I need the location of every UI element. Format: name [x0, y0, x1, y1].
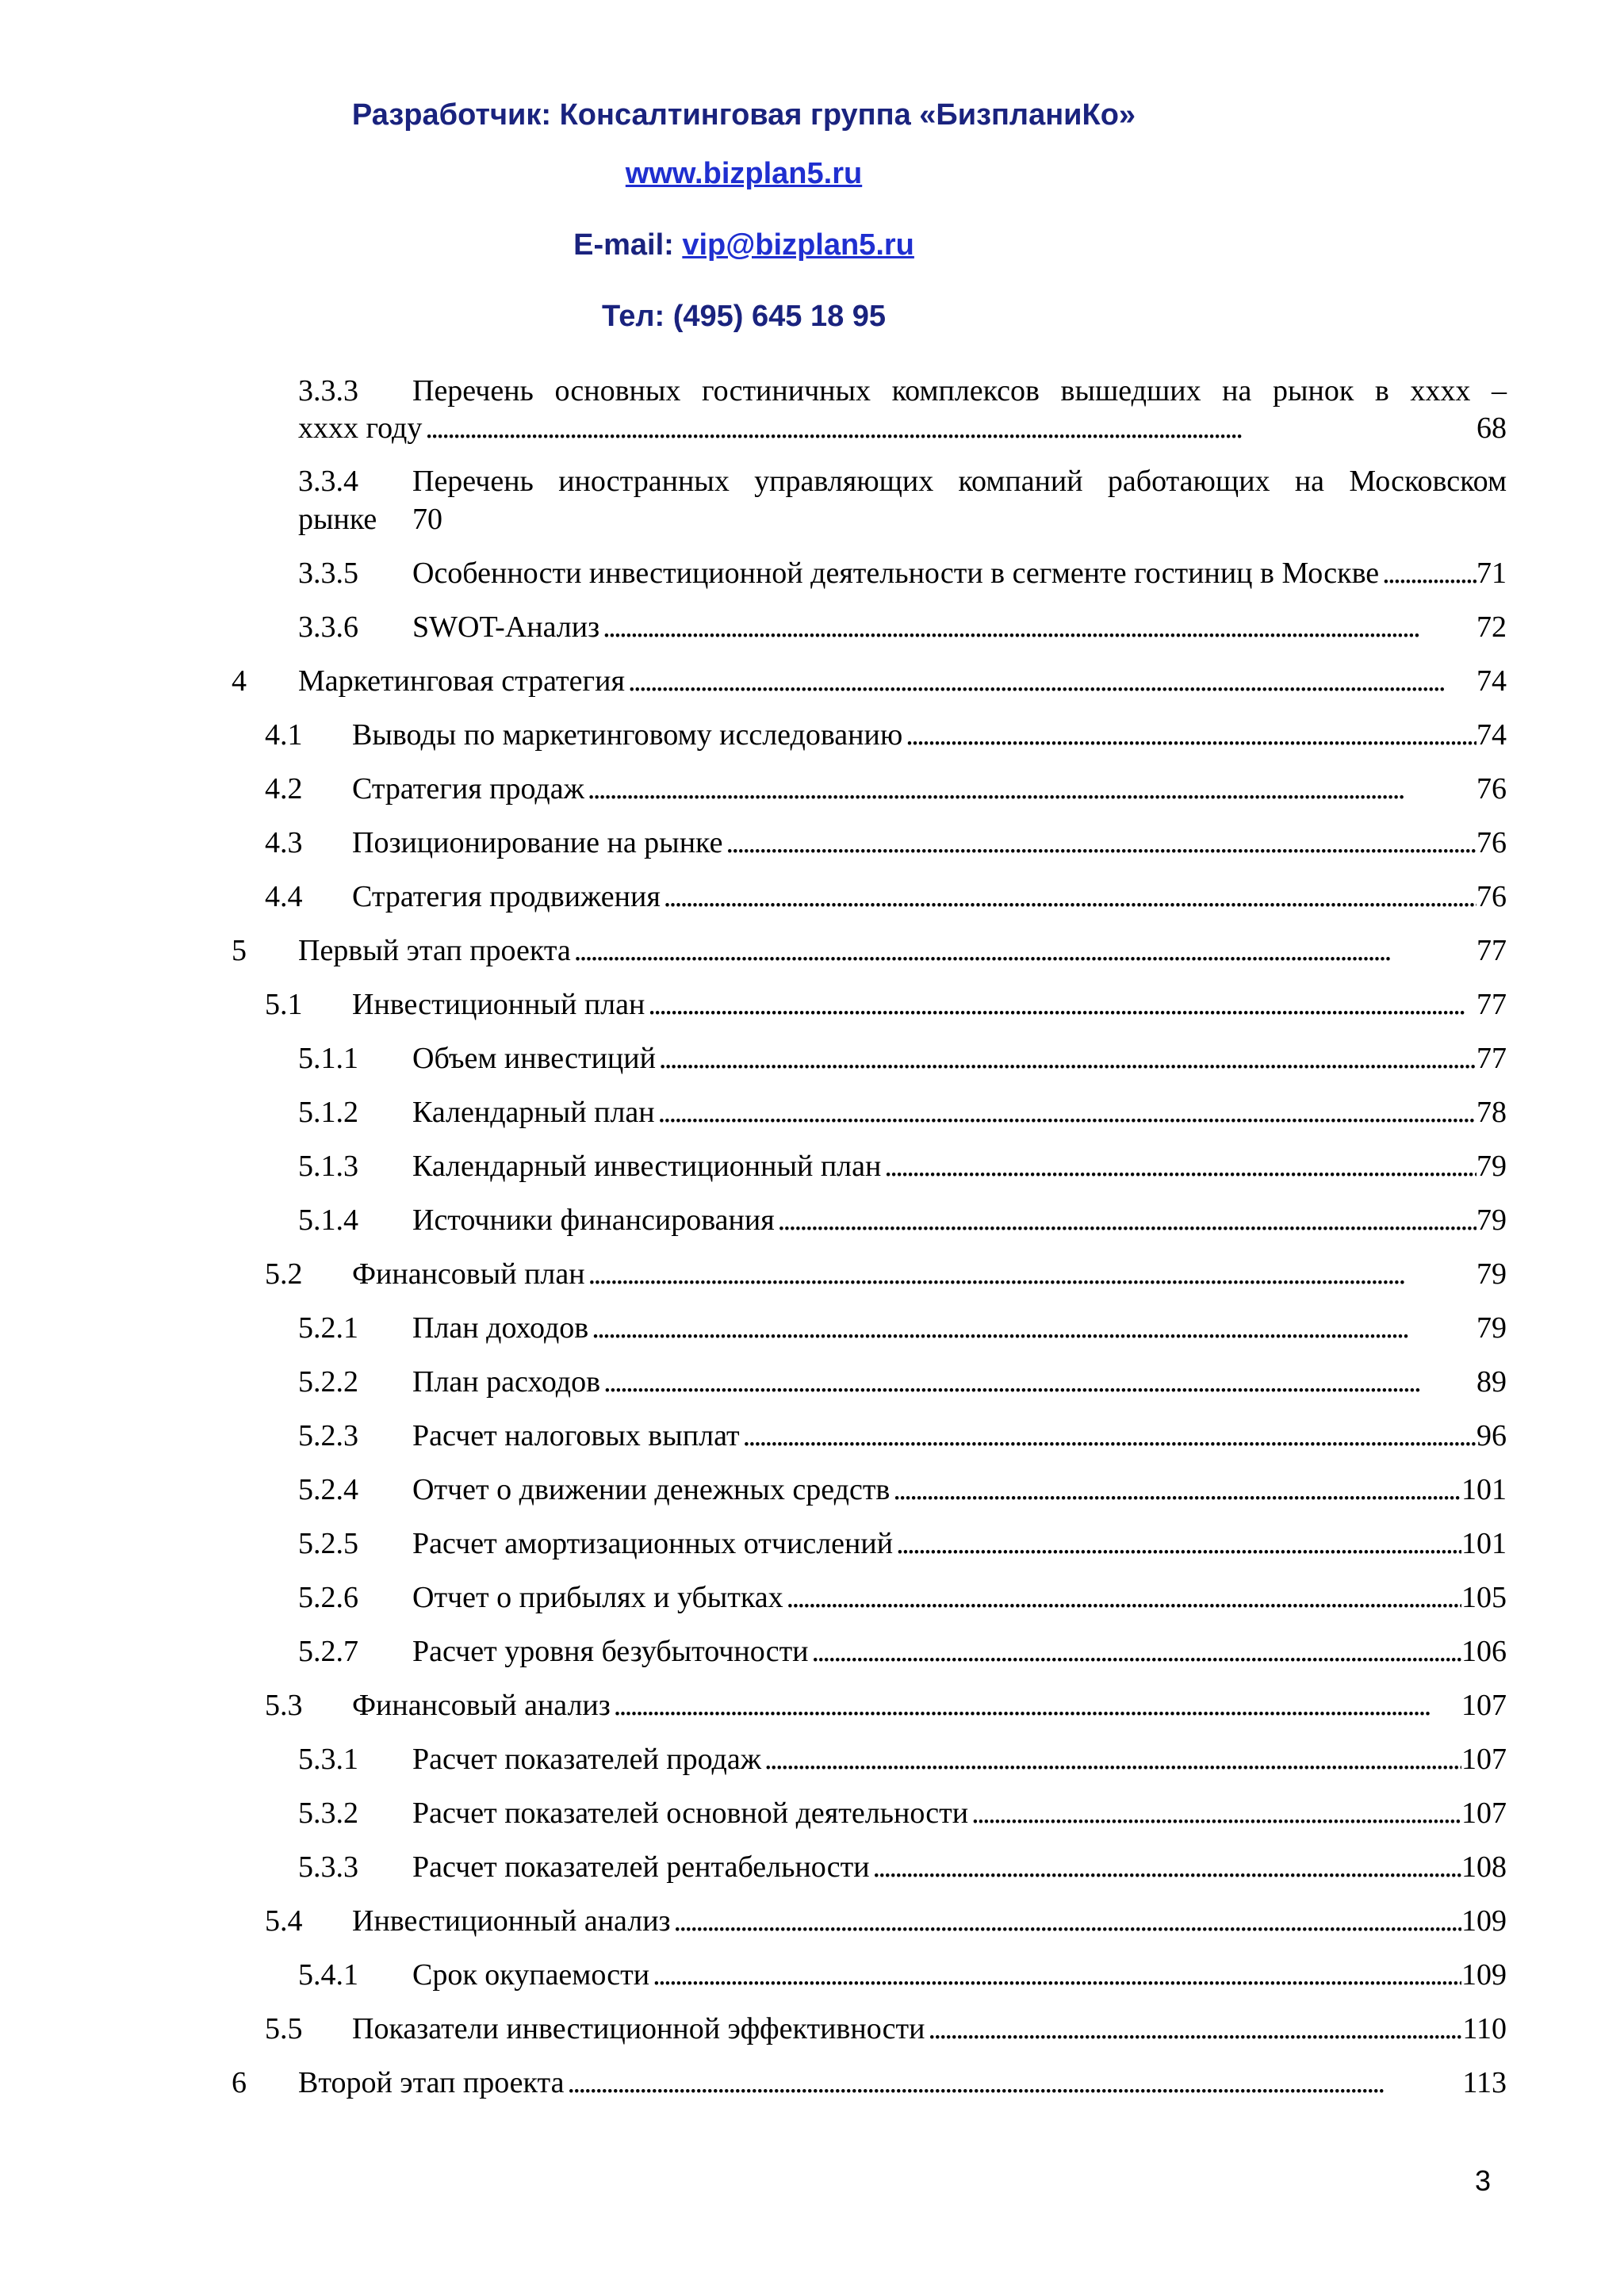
- toc-entry-title-cont: рынке: [298, 503, 377, 536]
- toc-dot-leader: [628, 663, 1477, 699]
- toc-entry-page: 77: [1477, 988, 1507, 1021]
- toc-entry-page: 76: [1477, 826, 1507, 859]
- toc-dot-leader: [893, 1471, 1461, 1508]
- toc-entry-title: Маркетинговая стратегия: [298, 664, 625, 698]
- toc-dot-leader: [778, 1202, 1477, 1238]
- toc-dot-leader: [592, 1310, 1477, 1346]
- toc-entry-4-2[interactable]: [265, 771, 1507, 807]
- toc-entry-5-5[interactable]: [265, 2011, 1507, 2047]
- website-link[interactable]: www.bizplan5.ru: [625, 157, 863, 190]
- toc-entry-number: 5.1.2: [298, 1096, 358, 1129]
- toc-dot-leader: [588, 771, 1477, 807]
- toc-dot-leader: [659, 1040, 1477, 1077]
- toc-entry-number: 4.4: [265, 880, 303, 913]
- toc-entry-page: 109: [1461, 1904, 1507, 1938]
- toc-entry-title: Показатели инвестиционной эффективности: [352, 2012, 925, 2045]
- toc-entry-title: Источники финансирования: [412, 1203, 775, 1237]
- toc-entry-title: Перечень иностранных управляющих компаний работающих на Московском: [412, 465, 1507, 498]
- toc-entry-4-4[interactable]: [265, 878, 1507, 915]
- website-line: [0, 155, 1488, 192]
- toc-entry-number: 3.3.6: [298, 610, 358, 644]
- toc-entry-number: 5.2.6: [298, 1581, 358, 1614]
- toc-entry-title-cont: хххх году: [298, 411, 423, 445]
- toc-entry-number: 5.2.1: [298, 1311, 358, 1345]
- toc-entry-page: 108: [1461, 1850, 1507, 1884]
- phone-line: Тел: (495) 645 18 95: [601, 300, 887, 333]
- toc-entry-title: Второй этап проекта: [298, 2066, 565, 2099]
- toc-entry-5-2-6[interactable]: [298, 1579, 1507, 1616]
- toc-entry-5-2-3[interactable]: [298, 1418, 1507, 1454]
- toc-entry-3-3-6[interactable]: [298, 609, 1507, 645]
- toc-entry-4-1[interactable]: [265, 717, 1507, 753]
- toc-entry-title: Расчет налоговых выплат: [412, 1419, 740, 1452]
- toc-entry-5-4-1[interactable]: [298, 1957, 1507, 1993]
- toc-dot-leader: [574, 932, 1477, 969]
- toc-entry-page: 76: [1477, 880, 1507, 913]
- toc-entry-title: Перечень основных гостиничных комплексов вышедших на рынок в хххх –: [412, 374, 1507, 408]
- toc-entry-5-2-2[interactable]: [298, 1364, 1507, 1400]
- toc-entry-4-3[interactable]: [265, 825, 1507, 861]
- toc-entry-title: Календарный инвестиционный план: [412, 1150, 882, 1183]
- toc-entry-title: План расходов: [412, 1365, 601, 1399]
- toc-entry-title: Позиционирование на рынке: [352, 826, 723, 859]
- toc-entry-title: Стратегия продаж: [352, 772, 584, 806]
- toc-entry-page: 76: [1477, 772, 1507, 806]
- toc-entry-title: Финансовый анализ: [352, 1689, 611, 1722]
- toc-entry-page: 70: [412, 503, 442, 536]
- toc-entry-number: 3.3.5: [298, 557, 358, 590]
- toc-entry-page: 89: [1477, 1365, 1507, 1399]
- toc-dot-leader: [896, 1525, 1461, 1562]
- toc-entry-number: 5.4.1: [298, 1958, 358, 1992]
- toc-entry-continuation: [298, 410, 1507, 446]
- toc-entry-5-1-2[interactable]: [298, 1094, 1507, 1131]
- toc-entry-6[interactable]: [232, 2064, 1507, 2101]
- toc-entry-title: Инвестиционный план: [352, 988, 645, 1021]
- toc-dot-leader: [764, 1741, 1461, 1777]
- toc-dot-leader: [664, 878, 1477, 915]
- toc-entry-title: Инвестиционный анализ: [352, 1904, 671, 1938]
- toc-entry-page: 78: [1477, 1096, 1507, 1129]
- toc-entry-page: 110: [1462, 2012, 1507, 2045]
- toc-entry-title: Особенности инвестиционной деятельности в сегменте гостиниц в Москве: [412, 557, 1380, 590]
- toc-entry-title: Первый этап проекта: [298, 934, 571, 967]
- toc-entry-number: 5.2.2: [298, 1365, 358, 1399]
- email-line: [0, 227, 1488, 263]
- toc-entry-number: 5.1.4: [298, 1203, 358, 1237]
- toc-entry-5-2-1[interactable]: [298, 1310, 1507, 1346]
- toc-entry-page: 106: [1461, 1635, 1507, 1668]
- toc-entry-number: 5.1: [265, 988, 303, 1021]
- toc-entry-5-2-5[interactable]: [298, 1525, 1507, 1562]
- toc-entry-5-1-4[interactable]: [298, 1202, 1507, 1238]
- toc-entry-title: Стратегия продвижения: [352, 880, 661, 913]
- toc-dot-leader: [653, 1957, 1461, 1993]
- toc-entry-number: 6: [232, 2066, 247, 2099]
- toc-entry-number: 5.1.3: [298, 1150, 358, 1183]
- toc-dot-leader: [928, 2011, 1462, 2047]
- toc-entry-number: 3.3.3: [298, 374, 358, 408]
- toc-entry-page: 79: [1477, 1311, 1507, 1345]
- toc-dot-leader: [1382, 555, 1477, 591]
- toc-entry-title: Финансовый план: [352, 1257, 585, 1291]
- toc-entry-page: 79: [1477, 1257, 1507, 1291]
- toc-entry-5-3-1[interactable]: [298, 1741, 1507, 1777]
- toc-entry-page: 77: [1477, 1042, 1507, 1075]
- toc-entry-5-4[interactable]: [265, 1903, 1507, 1939]
- toc-entry-page: 77: [1477, 934, 1507, 967]
- toc-entry-number: 5.3.3: [298, 1850, 358, 1884]
- toc-entry-number: 4: [232, 664, 247, 698]
- toc-entry-number: 5: [232, 934, 247, 967]
- email-label: E-mail:: [573, 228, 683, 262]
- toc-entry-number: 5.3: [265, 1689, 303, 1722]
- toc-entry-5-1[interactable]: [265, 986, 1507, 1023]
- toc-dot-leader: [603, 609, 1477, 645]
- toc-dot-leader: [614, 1687, 1461, 1724]
- toc-entry-number: 5.5: [265, 2012, 303, 2045]
- toc-dot-leader: [787, 1579, 1461, 1616]
- toc-entry-title: Отчет о движении денежных средств: [412, 1473, 891, 1506]
- toc-entry-5-3[interactable]: [265, 1687, 1507, 1724]
- toc-entry-title: Выводы по маркетинговому исследованию: [352, 718, 903, 752]
- toc-entry-number: 5.2: [265, 1257, 303, 1291]
- toc-entry-title: Расчет амортизационных отчислений: [412, 1527, 894, 1560]
- toc-entry-page: 68: [1477, 411, 1507, 445]
- toc-entry-page: 107: [1461, 1797, 1507, 1830]
- toc-dot-leader: [674, 1903, 1461, 1939]
- toc-dot-leader: [567, 2064, 1462, 2101]
- toc-entry-title: Календарный план: [412, 1096, 655, 1129]
- toc-entry-5-3-3[interactable]: [298, 1849, 1507, 1885]
- toc-entry-number: 5.1.1: [298, 1042, 358, 1075]
- toc-dot-leader: [906, 717, 1477, 753]
- toc-dot-leader: [425, 410, 1477, 446]
- toc-entry-page: 79: [1477, 1203, 1507, 1237]
- email-link[interactable]: vip@bizplan5.ru: [682, 228, 914, 262]
- toc-entry-number: 5.2.7: [298, 1635, 358, 1668]
- toc-entry-number: 4.1: [265, 718, 303, 752]
- toc-entry-5-1-3[interactable]: [298, 1148, 1507, 1184]
- toc-entry-title: План доходов: [412, 1311, 589, 1345]
- toc-dot-leader: [658, 1094, 1477, 1131]
- toc-dot-leader: [648, 986, 1477, 1023]
- toc-entry-5[interactable]: [232, 932, 1507, 969]
- toc-dot-leader: [812, 1633, 1461, 1670]
- toc-entry-number: 5.2.5: [298, 1527, 358, 1560]
- toc-entry-4[interactable]: [232, 663, 1507, 699]
- toc-entry-page: 107: [1461, 1689, 1507, 1722]
- toc-entry-title: Отчет о прибылях и убытках: [412, 1581, 783, 1614]
- toc-entry-number: 5.2.3: [298, 1419, 358, 1452]
- toc-entry-title: Расчет показателей рентабельности: [412, 1850, 870, 1884]
- toc-entry-title: Объем инвестиций: [412, 1042, 656, 1075]
- toc-entry-5-2-7[interactable]: [298, 1633, 1507, 1670]
- toc-entry-5-3-2[interactable]: [298, 1795, 1507, 1831]
- toc-entry-title: Расчет показателей продаж: [412, 1743, 762, 1776]
- toc-entry-5-2[interactable]: [265, 1256, 1507, 1292]
- toc-entry-page: 105: [1461, 1581, 1507, 1614]
- toc-entry-number: 5.3.2: [298, 1797, 358, 1830]
- toc-entry-title: Срок окупаемости: [412, 1958, 650, 1992]
- toc-entry-number: 3.3.4: [298, 465, 358, 498]
- toc-entry-number: 5.3.1: [298, 1743, 358, 1776]
- toc-entry-page: 74: [1477, 664, 1507, 698]
- toc-entry-title: Расчет уровня безубыточности: [412, 1635, 809, 1668]
- toc-entry-3-3-5[interactable]: [298, 555, 1507, 591]
- page-number: 3: [1475, 2164, 1492, 2197]
- toc-entry-5-2-4[interactable]: [298, 1471, 1507, 1508]
- toc-dot-leader: [603, 1364, 1477, 1400]
- toc-entry-page: 72: [1477, 610, 1507, 644]
- toc-entry-page: 109: [1461, 1958, 1507, 1992]
- toc-dot-leader: [588, 1256, 1477, 1292]
- toc-entry-page: 107: [1461, 1743, 1507, 1776]
- toc-entry-page: 96: [1477, 1419, 1507, 1452]
- toc-entry-5-1-1[interactable]: [298, 1040, 1507, 1077]
- toc-entry-page: 79: [1477, 1150, 1507, 1183]
- toc-entry-number: 5.4: [265, 1904, 303, 1938]
- toc-entry-page: 71: [1477, 557, 1507, 590]
- toc-dot-leader: [726, 825, 1477, 861]
- toc-entry-page: 101: [1461, 1473, 1507, 1506]
- toc-entry-number: 5.2.4: [298, 1473, 358, 1506]
- developer-heading: Разработчик: Консалтинговая группа «БизпланиКо»: [351, 98, 1136, 132]
- toc-entry-title: Расчет показателей основной деятельности: [412, 1797, 969, 1830]
- toc-entry-page: 74: [1477, 718, 1507, 752]
- toc-entry-title: SWOT-Анализ: [412, 610, 600, 644]
- toc-dot-leader: [971, 1795, 1461, 1831]
- toc-entry-number: 4.2: [265, 772, 303, 806]
- toc-entry-number: 4.3: [265, 826, 303, 859]
- toc-entry-page: 113: [1462, 2066, 1507, 2099]
- toc-dot-leader: [873, 1849, 1461, 1885]
- toc-entry-page: 101: [1461, 1527, 1507, 1560]
- toc-dot-leader: [743, 1418, 1477, 1454]
- toc-dot-leader: [884, 1148, 1477, 1184]
